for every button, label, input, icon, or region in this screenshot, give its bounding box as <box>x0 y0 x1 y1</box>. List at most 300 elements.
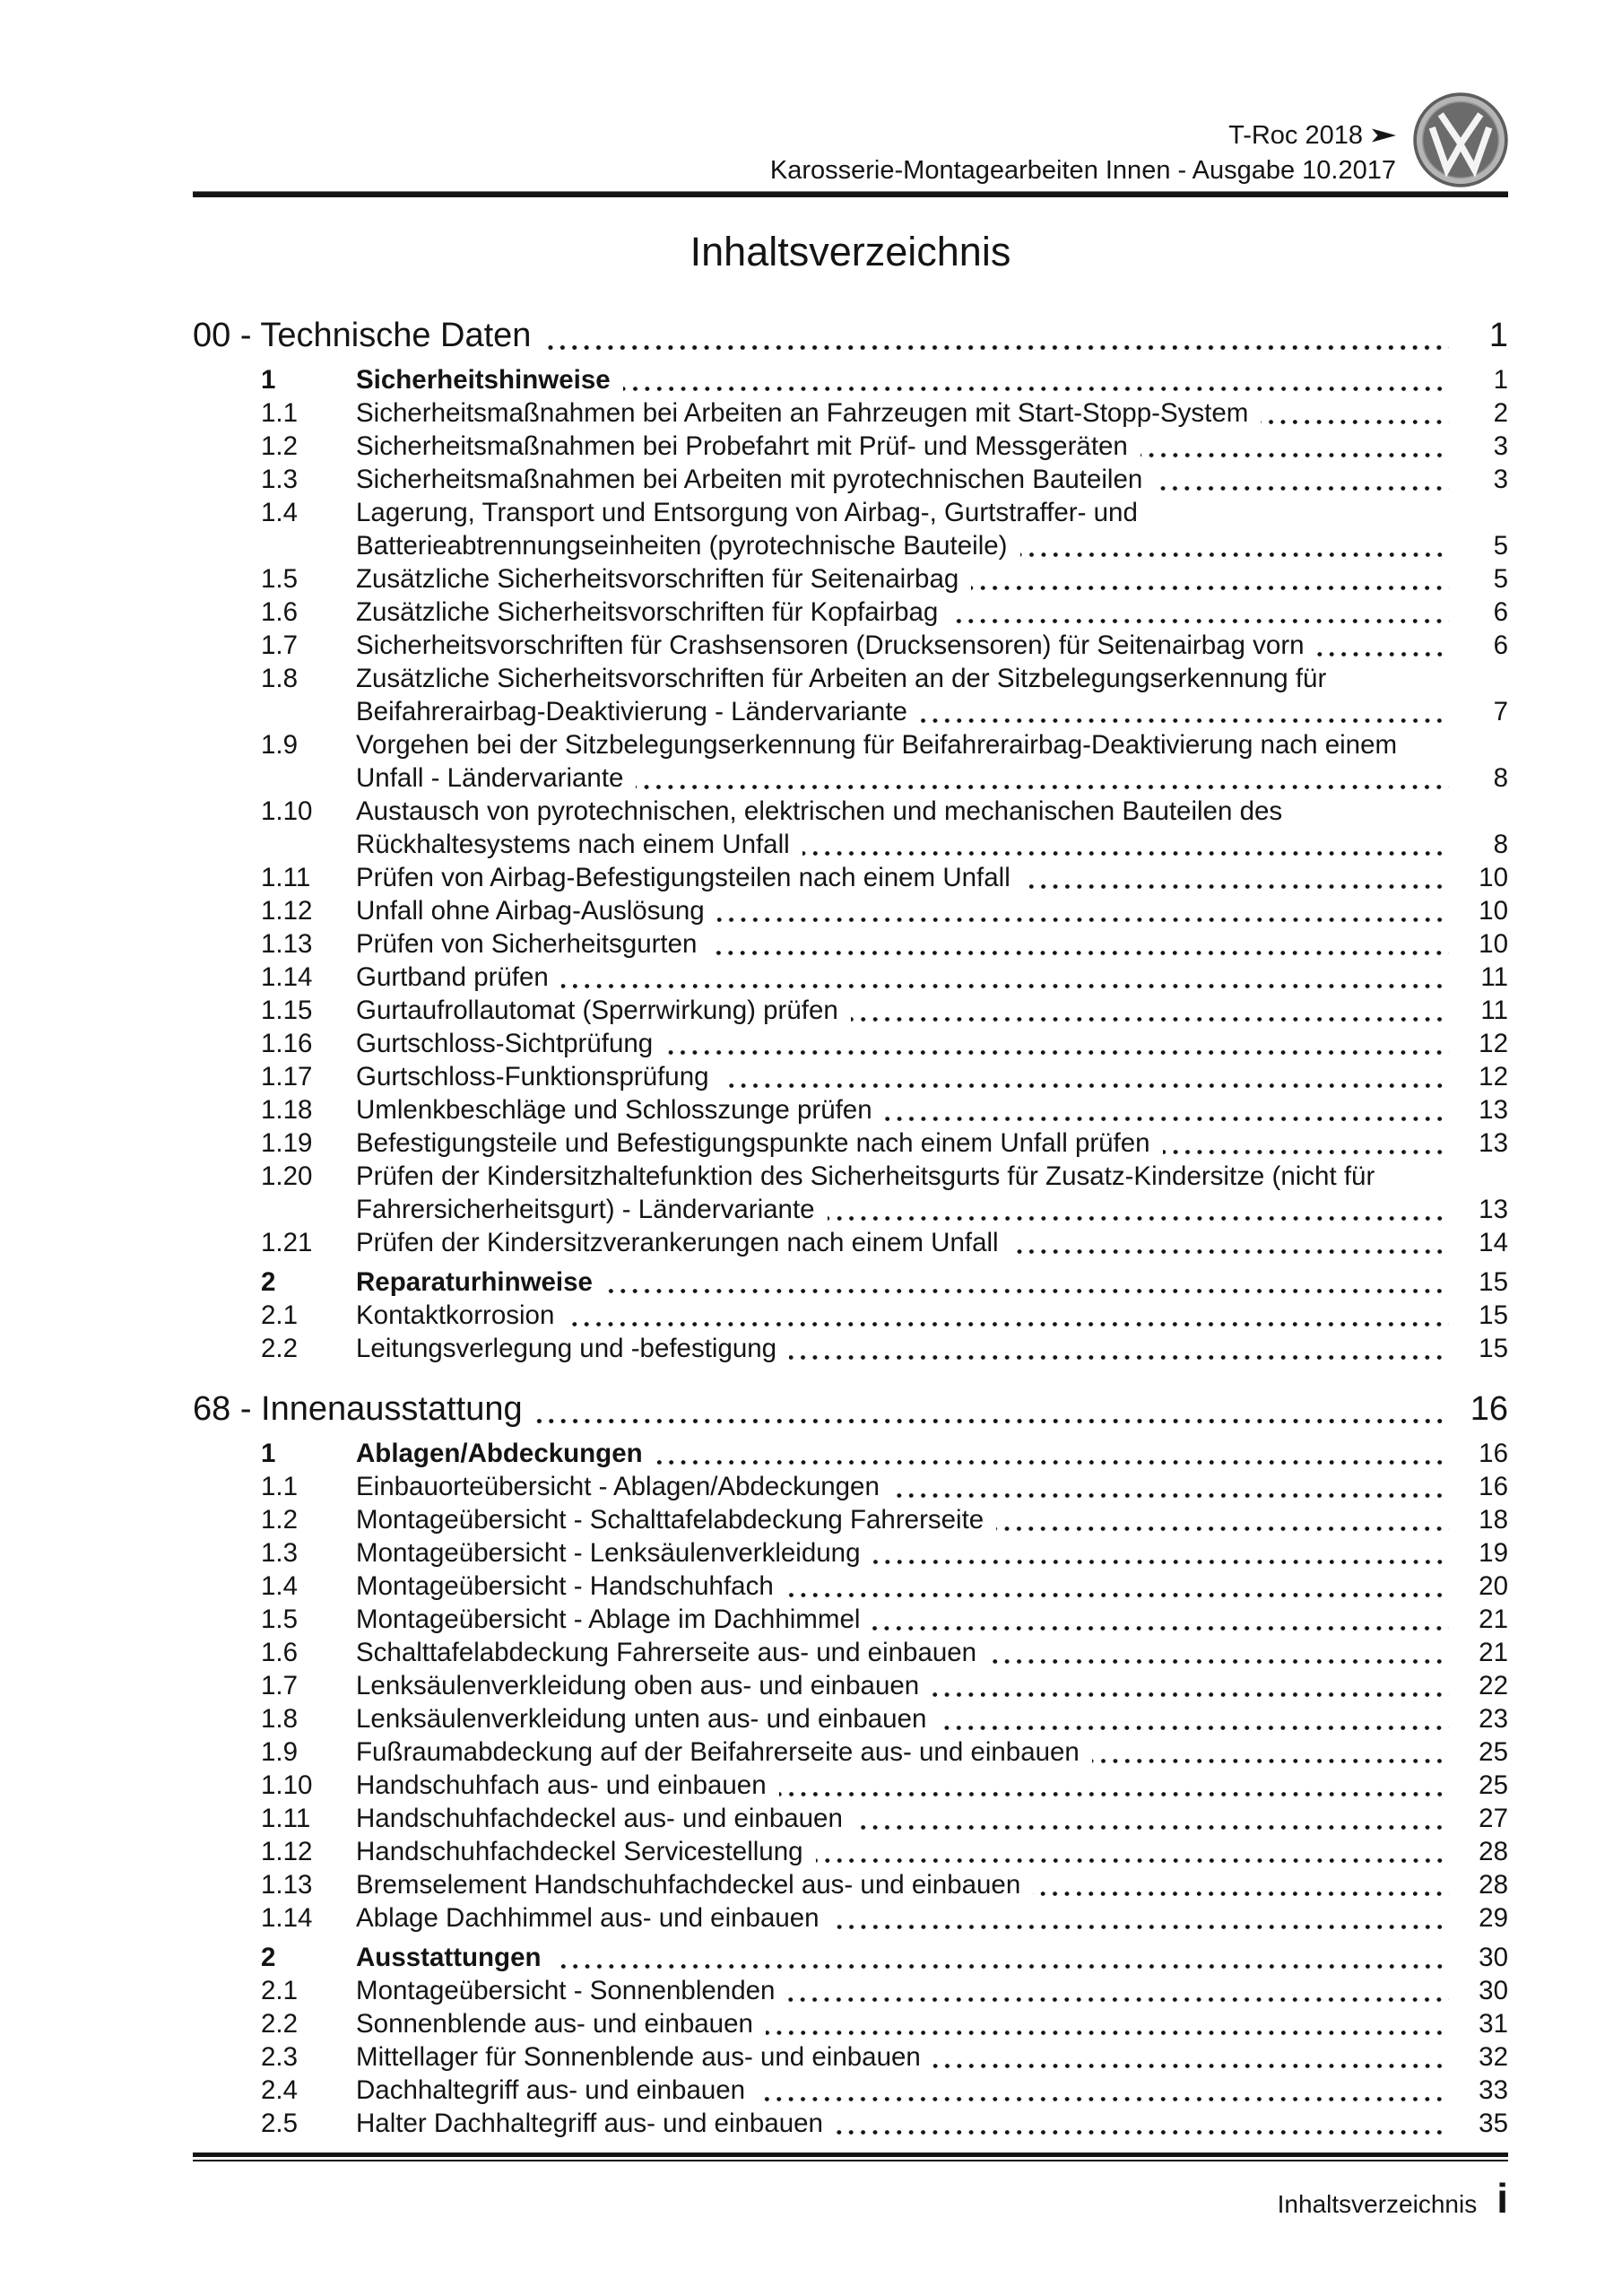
toc-entry <box>193 1093 1508 1126</box>
toc-entry <box>193 1265 1508 1299</box>
toc-entry-body <box>356 1802 1508 1835</box>
toc-entry-page: 3 <box>1493 465 1508 494</box>
toc-entry-body <box>356 1126 1508 1160</box>
toc-entry-page: 13 <box>1479 1195 1508 1224</box>
toc-entry-number: 1 <box>261 1439 276 1468</box>
toc-entry-page: 31 <box>1479 2009 1508 2039</box>
toc-entry <box>193 1437 1508 1470</box>
toc-entry-title: Ausstattungen <box>356 1943 542 1972</box>
header-subtitle: Karosserie-Montagearbeiten Innen - Ausgabe 10.2017 <box>769 156 1396 185</box>
toc-entry-number: 2.4 <box>261 2075 299 2105</box>
toc-entry-page: 28 <box>1479 1870 1508 1900</box>
toc-entry-body <box>356 728 1508 795</box>
dot-leader <box>816 1835 1449 1868</box>
toc-entry-number: 1.15 <box>261 996 313 1025</box>
toc-chapter <box>193 315 1508 1365</box>
toc-entry <box>193 728 1508 795</box>
toc-entry <box>193 1868 1508 1901</box>
toc-entry-body <box>356 1332 1508 1365</box>
toc-entry-number: 1.10 <box>261 796 313 826</box>
toc-entry-page: 10 <box>1479 896 1508 926</box>
toc-entry-body <box>356 1901 1508 1935</box>
toc-entry-title: Zusätzliche Sicherheitsvorschriften für Seitenairbag <box>356 564 959 594</box>
toc-entry-number: 2.1 <box>261 1976 299 2005</box>
toc-entry <box>193 2107 1508 2140</box>
toc-entry-body <box>356 1060 1508 1093</box>
toc-entry-number: 1.6 <box>261 1638 299 1667</box>
toc-entry <box>193 396 1508 430</box>
toc-entry-body <box>356 396 1508 430</box>
toc-entry-body <box>356 994 1508 1027</box>
dot-leader <box>1033 1868 1449 1901</box>
toc-entry <box>193 1735 1508 1769</box>
header-divider <box>193 191 1508 197</box>
toc-entry-body <box>356 1636 1508 1669</box>
toc-entry-body <box>356 1669 1508 1702</box>
toc-entry-page: 25 <box>1479 1737 1508 1767</box>
toc-entry-body <box>356 629 1508 662</box>
dot-leader <box>885 1093 1449 1126</box>
toc-entry-line <box>356 529 1508 562</box>
dot-leader <box>766 2007 1449 2040</box>
toc-entry-page: 10 <box>1479 929 1508 959</box>
toc-entry-page: 16 <box>1479 1439 1508 1468</box>
toc-entry-number: 1.3 <box>261 1538 299 1568</box>
toc-entry-body <box>356 1941 1508 1974</box>
toc-entry <box>193 629 1508 662</box>
toc-chapter-entries <box>193 1437 1508 2140</box>
toc-entry-number: 1.11 <box>261 1804 311 1833</box>
toc-entry-number: 1.4 <box>261 498 299 527</box>
toc-entry-title: Halter Dachhaltegriff aus- und einbauen <box>356 2109 823 2138</box>
toc-entry-number: 1.8 <box>261 1704 299 1734</box>
toc-entry-page: 13 <box>1479 1095 1508 1125</box>
toc-entry-page: 6 <box>1493 631 1508 660</box>
toc-entry-page: 2 <box>1493 398 1508 428</box>
dot-leader <box>567 1299 1449 1332</box>
dot-leader <box>543 315 1449 356</box>
toc-entry-title: Sicherheitsmaßnahmen bei Arbeiten mit pyrotechnischen Bauteilen <box>356 465 1143 494</box>
toc-entry <box>193 430 1508 463</box>
toc-entry-body <box>356 1570 1508 1603</box>
toc-entry-title: Bremselement Handschuhfachdeckel aus- und einbauen <box>356 1870 1021 1900</box>
toc-entry-page: 11 <box>1480 996 1508 1025</box>
toc-entry-body <box>356 1603 1508 1636</box>
toc-entry-number: 2 <box>261 1267 276 1297</box>
toc-entry-line <box>356 1570 1508 1603</box>
toc-entry-title: Handschuhfachdeckel aus- und einbauen <box>356 1804 843 1833</box>
dot-leader <box>950 596 1449 629</box>
toc-entry-body <box>356 1299 1508 1332</box>
toc-entry-number: 1.12 <box>261 1837 313 1866</box>
toc-entry-page: 8 <box>1493 830 1508 859</box>
toc-entry-body <box>356 1868 1508 1901</box>
toc-entry <box>193 1060 1508 1093</box>
toc-entry-title: Lenksäulenverkleidung oben aus- und einbauen <box>356 1671 920 1700</box>
toc-chapter-heading <box>193 1388 1508 1430</box>
vw-logo <box>1413 92 1508 187</box>
toc-entry <box>193 1603 1508 1636</box>
toc-entry-title: Gurtaufrollautomat (Sperrwirkung) prüfen <box>356 996 838 1025</box>
toc-entry <box>193 1503 1508 1536</box>
toc-entry-number: 1 <box>261 365 276 395</box>
toc-entry-title: Unfall ohne Airbag-Auslösung <box>356 896 705 926</box>
dot-leader <box>872 1603 1449 1636</box>
toc-entry-title: Montageübersicht - Schalttafelabdeckung Fahrerseite <box>356 1505 984 1535</box>
toc-entry-line <box>356 562 1508 596</box>
dot-leader <box>561 961 1449 994</box>
toc-entry-body <box>356 1536 1508 1570</box>
toc-entry-page: 35 <box>1479 2109 1508 2138</box>
toc-entry-number: 1.1 <box>261 398 299 428</box>
toc-entry <box>193 496 1508 562</box>
toc-entry-number: 1.11 <box>261 863 311 892</box>
dot-leader <box>933 2040 1449 2074</box>
toc-entry-body <box>356 662 1508 728</box>
toc-entry-number: 1.13 <box>261 929 313 959</box>
toc-entry-title: Fahrersicherheitsgurt) - Ländervariante <box>356 1195 815 1224</box>
toc-entry-line <box>356 1669 1508 1702</box>
toc-entry-body <box>356 927 1508 961</box>
dot-leader <box>1163 1126 1449 1160</box>
toc-entry-line <box>356 363 1508 396</box>
toc-entry-page: 20 <box>1479 1571 1508 1601</box>
toc-entry-line <box>356 761 1508 795</box>
toc-entry-body <box>356 463 1508 496</box>
toc-entry-line <box>356 596 1508 629</box>
toc-entry <box>193 1027 1508 1060</box>
toc-entry <box>193 894 1508 927</box>
toc-entry-line <box>356 1299 1508 1332</box>
toc-entry-title: Prüfen von Airbag-Befestigungsteilen nach einem Unfall <box>356 863 1010 892</box>
toc-entry-title: Ablage Dachhimmel aus- und einbauen <box>356 1903 820 1933</box>
toc-entry-line <box>356 1027 1508 1060</box>
toc-entry <box>193 1669 1508 1702</box>
toc-entry-title: Gurtschloss-Sichtprüfung <box>356 1029 654 1058</box>
toc-entry-title: Befestigungsteile und Befestigungspunkte nach einem Unfall prüfen <box>356 1128 1150 1158</box>
dot-leader <box>605 1265 1449 1299</box>
toc-entry-body <box>356 1974 1508 2007</box>
dot-leader <box>828 1193 1449 1226</box>
toc-entry-line: Austausch von pyrotechnischen, elektrischen und mechanischen Bauteilen des <box>356 796 1283 826</box>
toc-entry-body <box>356 1769 1508 1802</box>
toc-entry-line <box>356 2074 1508 2107</box>
toc-entry-page: 23 <box>1479 1704 1508 1734</box>
toc-entry-line <box>356 1603 1508 1636</box>
dot-leader <box>1092 1735 1449 1769</box>
dot-leader <box>554 1941 1450 1974</box>
toc-chapter-title: 68 - Innenausstattung <box>193 1390 523 1428</box>
toc-chapter-title: 00 - Technische Daten <box>193 317 532 354</box>
toc-entry-number: 1.7 <box>261 631 299 660</box>
toc-entry-page: 5 <box>1493 564 1508 594</box>
toc-entry <box>193 1702 1508 1735</box>
toc-entry-title: Dachhaltegriff aus- und einbauen <box>356 2075 746 2105</box>
dot-leader <box>851 994 1449 1027</box>
toc-entry <box>193 363 1508 396</box>
dot-leader <box>802 828 1449 861</box>
dot-leader <box>717 894 1449 927</box>
toc-entry-line <box>356 1536 1508 1570</box>
toc-entry-number: 1.7 <box>261 1671 299 1700</box>
toc-entry-line <box>356 629 1508 662</box>
toc-entry <box>193 1299 1508 1332</box>
toc-entry-line <box>356 463 1508 496</box>
toc-entry-line <box>356 1093 1508 1126</box>
toc-entry-title: Sicherheitshinweise <box>356 365 611 395</box>
toc-chapter-heading <box>193 315 1508 356</box>
toc-entry-number: 2.5 <box>261 2109 299 2138</box>
toc-entry-body <box>356 1160 1508 1226</box>
toc-entry-page: 11 <box>1480 962 1508 992</box>
toc-entry-body <box>356 2040 1508 2074</box>
dot-leader <box>1155 463 1449 496</box>
toc-entry-title: Rückhaltesystems nach einem Unfall <box>356 830 790 859</box>
toc-entry-title: Handschuhfachdeckel Servicestellung <box>356 1837 803 1866</box>
toc-entry-title: Sicherheitsvorschriften für Crashsensoren (Drucksensoren) für Seitenairbag vorn <box>356 631 1305 660</box>
toc-entry <box>193 795 1508 861</box>
toc-entry <box>193 1974 1508 2007</box>
toc-entry-page: 8 <box>1493 763 1508 793</box>
toc-entry-page: 18 <box>1479 1505 1508 1535</box>
toc-entry-number: 1.4 <box>261 1571 299 1601</box>
toc-chapter-page: 16 <box>1470 1390 1508 1428</box>
footer-divider <box>193 2152 1508 2162</box>
toc-entry-line <box>356 1802 1508 1835</box>
toc-entry-page: 28 <box>1479 1837 1508 1866</box>
dot-leader <box>636 761 1449 795</box>
footer-page-number: i <box>1496 2175 1508 2222</box>
dot-leader <box>971 562 1449 596</box>
toc-entry <box>193 662 1508 728</box>
toc-entry-number: 1.9 <box>261 1737 299 1767</box>
toc-entry-title: Sicherheitsmaßnahmen bei Probefahrt mit Prüf- und Messgeräten <box>356 431 1128 461</box>
toc-entry <box>193 1536 1508 1570</box>
toc-entry <box>193 2074 1508 2107</box>
toc-entry <box>193 2007 1508 2040</box>
toc-entry-page: 15 <box>1479 1334 1508 1363</box>
toc-entry <box>193 1570 1508 1603</box>
toc-entry-number: 1.5 <box>261 1605 299 1634</box>
toc-entry-page: 19 <box>1479 1538 1508 1568</box>
header-model-line <box>770 118 1396 153</box>
page-title: Inhaltsverzeichnis <box>690 229 1011 274</box>
toc-entry-title: Lenksäulenverkleidung unten aus- und einbauen <box>356 1704 927 1734</box>
toc-entry <box>193 1769 1508 1802</box>
toc-entry-body <box>356 2107 1508 2140</box>
toc-entry-page: 1 <box>1493 365 1508 395</box>
toc-entry-number: 1.17 <box>261 1062 313 1091</box>
toc-entry-line <box>356 1265 1508 1299</box>
toc-entry-body <box>356 430 1508 463</box>
toc-entry-title: Montageübersicht - Lenksäulenverkleidung <box>356 1538 861 1568</box>
toc-entry-page: 15 <box>1479 1300 1508 1330</box>
dot-leader <box>836 2107 1449 2140</box>
toc-entry-page: 22 <box>1479 1671 1508 1700</box>
toc-entry-page: 5 <box>1493 531 1508 561</box>
toc-entry-line <box>356 2007 1508 2040</box>
toc-entry-body <box>356 1265 1508 1299</box>
page-footer <box>1277 2175 1508 2222</box>
toc-entry-title: Prüfen von Sicherheitsgurten <box>356 929 698 959</box>
toc-entry-line <box>356 1702 1508 1735</box>
header-model-text: T-Roc 2018 <box>1228 121 1363 150</box>
toc-entry-number: 2.2 <box>261 1334 299 1363</box>
toc-entry-body <box>356 496 1508 562</box>
toc-entry-page: 10 <box>1479 863 1508 892</box>
toc-entry-page: 21 <box>1479 1605 1508 1634</box>
toc-entry-number: 1.19 <box>261 1128 313 1158</box>
dot-leader <box>789 1332 1449 1365</box>
toc-entry-body <box>356 1835 1508 1868</box>
dot-leader <box>996 1503 1449 1536</box>
toc-entry-title: Reparaturhinweise <box>356 1267 593 1297</box>
dot-leader <box>939 1702 1449 1735</box>
toc-entry-title: Montageübersicht - Handschuhfach <box>356 1571 774 1601</box>
toc-entry-title: Einbauorteübersicht - Ablagen/Abdeckungen <box>356 1472 880 1501</box>
toc-entry-title: Schalttafelabdeckung Fahrerseite aus- und einbauen <box>356 1638 977 1667</box>
toc-entry-line <box>356 1126 1508 1160</box>
toc-entry-number: 1.14 <box>261 1903 313 1933</box>
dot-leader <box>932 1669 1449 1702</box>
toc-entry-number: 1.16 <box>261 1029 313 1058</box>
dot-leader <box>722 1060 1449 1093</box>
toc-entry <box>193 1470 1508 1503</box>
dot-leader <box>787 1974 1449 2007</box>
dot-leader <box>786 1570 1449 1603</box>
dot-leader <box>873 1536 1450 1570</box>
toc-entry-body <box>356 1735 1508 1769</box>
toc-entry-line: Vorgehen bei der Sitzbelegungserkennung für Beifahrerairbag-Deaktivierung nach einem <box>356 730 1398 760</box>
toc-entry-line <box>356 927 1508 961</box>
toc-entry-title: Handschuhfach aus- und einbauen <box>356 1770 767 1800</box>
toc-entry <box>193 1126 1508 1160</box>
dot-leader <box>535 1388 1449 1430</box>
toc-entry-title: Prüfen der Kindersitzverankerungen nach einem Unfall <box>356 1228 999 1257</box>
toc-entry-number: 2.2 <box>261 2009 299 2039</box>
toc-entry-page: 3 <box>1493 431 1508 461</box>
dot-leader <box>989 1636 1449 1669</box>
toc-entry-line <box>356 861 1508 894</box>
toc-entry-title: Kontaktkorrosion <box>356 1300 555 1330</box>
dot-leader <box>655 1437 1449 1470</box>
toc-entry-body <box>356 894 1508 927</box>
toc-entry <box>193 927 1508 961</box>
dot-leader <box>1020 529 1450 562</box>
toc-entry-line <box>356 1769 1508 1802</box>
dot-leader <box>1023 861 1449 894</box>
toc-entry-line <box>356 2107 1508 2140</box>
toc-entry <box>193 1332 1508 1365</box>
dot-leader <box>1317 629 1449 662</box>
toc-entry <box>193 2040 1508 2074</box>
toc-entry <box>193 1802 1508 1835</box>
dot-leader <box>1261 396 1449 430</box>
toc-entry-line <box>356 396 1508 430</box>
toc-entry-line <box>356 1941 1508 1974</box>
toc-entry-number: 2 <box>261 1943 276 1972</box>
toc-entry-body <box>356 961 1508 994</box>
toc-entry-body <box>356 596 1508 629</box>
toc-entry-number: 1.18 <box>261 1095 313 1125</box>
toc-entry <box>193 961 1508 994</box>
toc-entry-body <box>356 795 1508 861</box>
toc-entry-line <box>356 1060 1508 1093</box>
toc-entry-line <box>356 1835 1508 1868</box>
toc-entry-body <box>356 1437 1508 1470</box>
toc-entry-page: 30 <box>1479 1943 1508 1972</box>
toc-entry-line <box>356 1226 1508 1259</box>
toc-entry-line: Prüfen der Kindersitzhaltefunktion des Sicherheitsgurts für Zusatz-Kindersitze (nicht für <box>356 1161 1375 1191</box>
toc-entry-line <box>356 1332 1508 1365</box>
toc-entry-body <box>356 363 1508 396</box>
toc-entry-page: 13 <box>1479 1128 1508 1158</box>
dot-leader <box>665 1027 1449 1060</box>
toc-entry-page: 27 <box>1479 1804 1508 1833</box>
toc-entry-body <box>356 2007 1508 2040</box>
toc-entry-number: 1.10 <box>261 1770 313 1800</box>
toc-entry-title: Leitungsverlegung und -befestigung <box>356 1334 777 1363</box>
toc-entry-line <box>356 2040 1508 2074</box>
toc-entry-page: 12 <box>1479 1029 1508 1058</box>
toc-entry-number: 1.6 <box>261 597 299 627</box>
toc-entry <box>193 1941 1508 1974</box>
toc-entry-page: 7 <box>1493 697 1508 726</box>
toc-entry-body <box>356 1470 1508 1503</box>
toc <box>193 315 1508 2140</box>
toc-entry-page: 29 <box>1479 1903 1508 1933</box>
toc-entry-title: Beifahrerairbag-Deaktivierung - Ländervariante <box>356 697 907 726</box>
dot-leader <box>1011 1226 1449 1259</box>
toc-entry-body <box>356 1226 1508 1259</box>
toc-entry <box>193 596 1508 629</box>
page-header <box>770 118 1396 188</box>
toc-entry-line <box>356 1193 1508 1226</box>
toc-entry-line <box>356 430 1508 463</box>
dot-leader <box>832 1901 1449 1935</box>
toc-entry-title: Fußraumabdeckung auf der Beifahrerseite aus- und einbauen <box>356 1737 1080 1767</box>
footer-section-label: Inhaltsverzeichnis <box>1277 2190 1478 2218</box>
toc-entry-line <box>356 1735 1508 1769</box>
toc-entry-title: Ablagen/Abdeckungen <box>356 1439 643 1468</box>
toc-entry <box>193 562 1508 596</box>
toc-entry-body <box>356 562 1508 596</box>
toc-entry-body <box>356 861 1508 894</box>
toc-entry-line: Lagerung, Transport und Entsorgung von Airbag-, Gurtstraffer- und <box>356 498 1138 527</box>
toc-entry-number: 1.8 <box>261 664 299 693</box>
toc-entry-number: 1.1 <box>261 1472 299 1501</box>
toc-entry-number: 1.20 <box>261 1161 313 1191</box>
toc-entry-line <box>356 1868 1508 1901</box>
toc-entry-number: 1.21 <box>261 1228 313 1257</box>
toc-entry <box>193 1636 1508 1669</box>
toc-entry-body <box>356 1702 1508 1735</box>
toc-entry-title: Batterieabtrennungseinheiten (pyrotechnische Bauteile) <box>356 531 1008 561</box>
toc-entry <box>193 1226 1508 1259</box>
toc-chapter-entries <box>193 363 1508 1365</box>
toc-entry-title: Montageübersicht - Sonnenblenden <box>356 1976 776 2005</box>
toc-entry-line <box>356 1901 1508 1935</box>
toc-entry-page: 15 <box>1479 1267 1508 1297</box>
toc-entry-page: 32 <box>1479 2042 1508 2072</box>
toc-entry <box>193 1160 1508 1226</box>
toc-entry-line <box>356 961 1508 994</box>
dot-leader <box>855 1802 1449 1835</box>
toc-entry-number: 2.3 <box>261 2042 299 2072</box>
dot-leader <box>623 363 1449 396</box>
toc-entry-number: 1.2 <box>261 431 299 461</box>
toc-entry-number: 1.9 <box>261 730 299 760</box>
